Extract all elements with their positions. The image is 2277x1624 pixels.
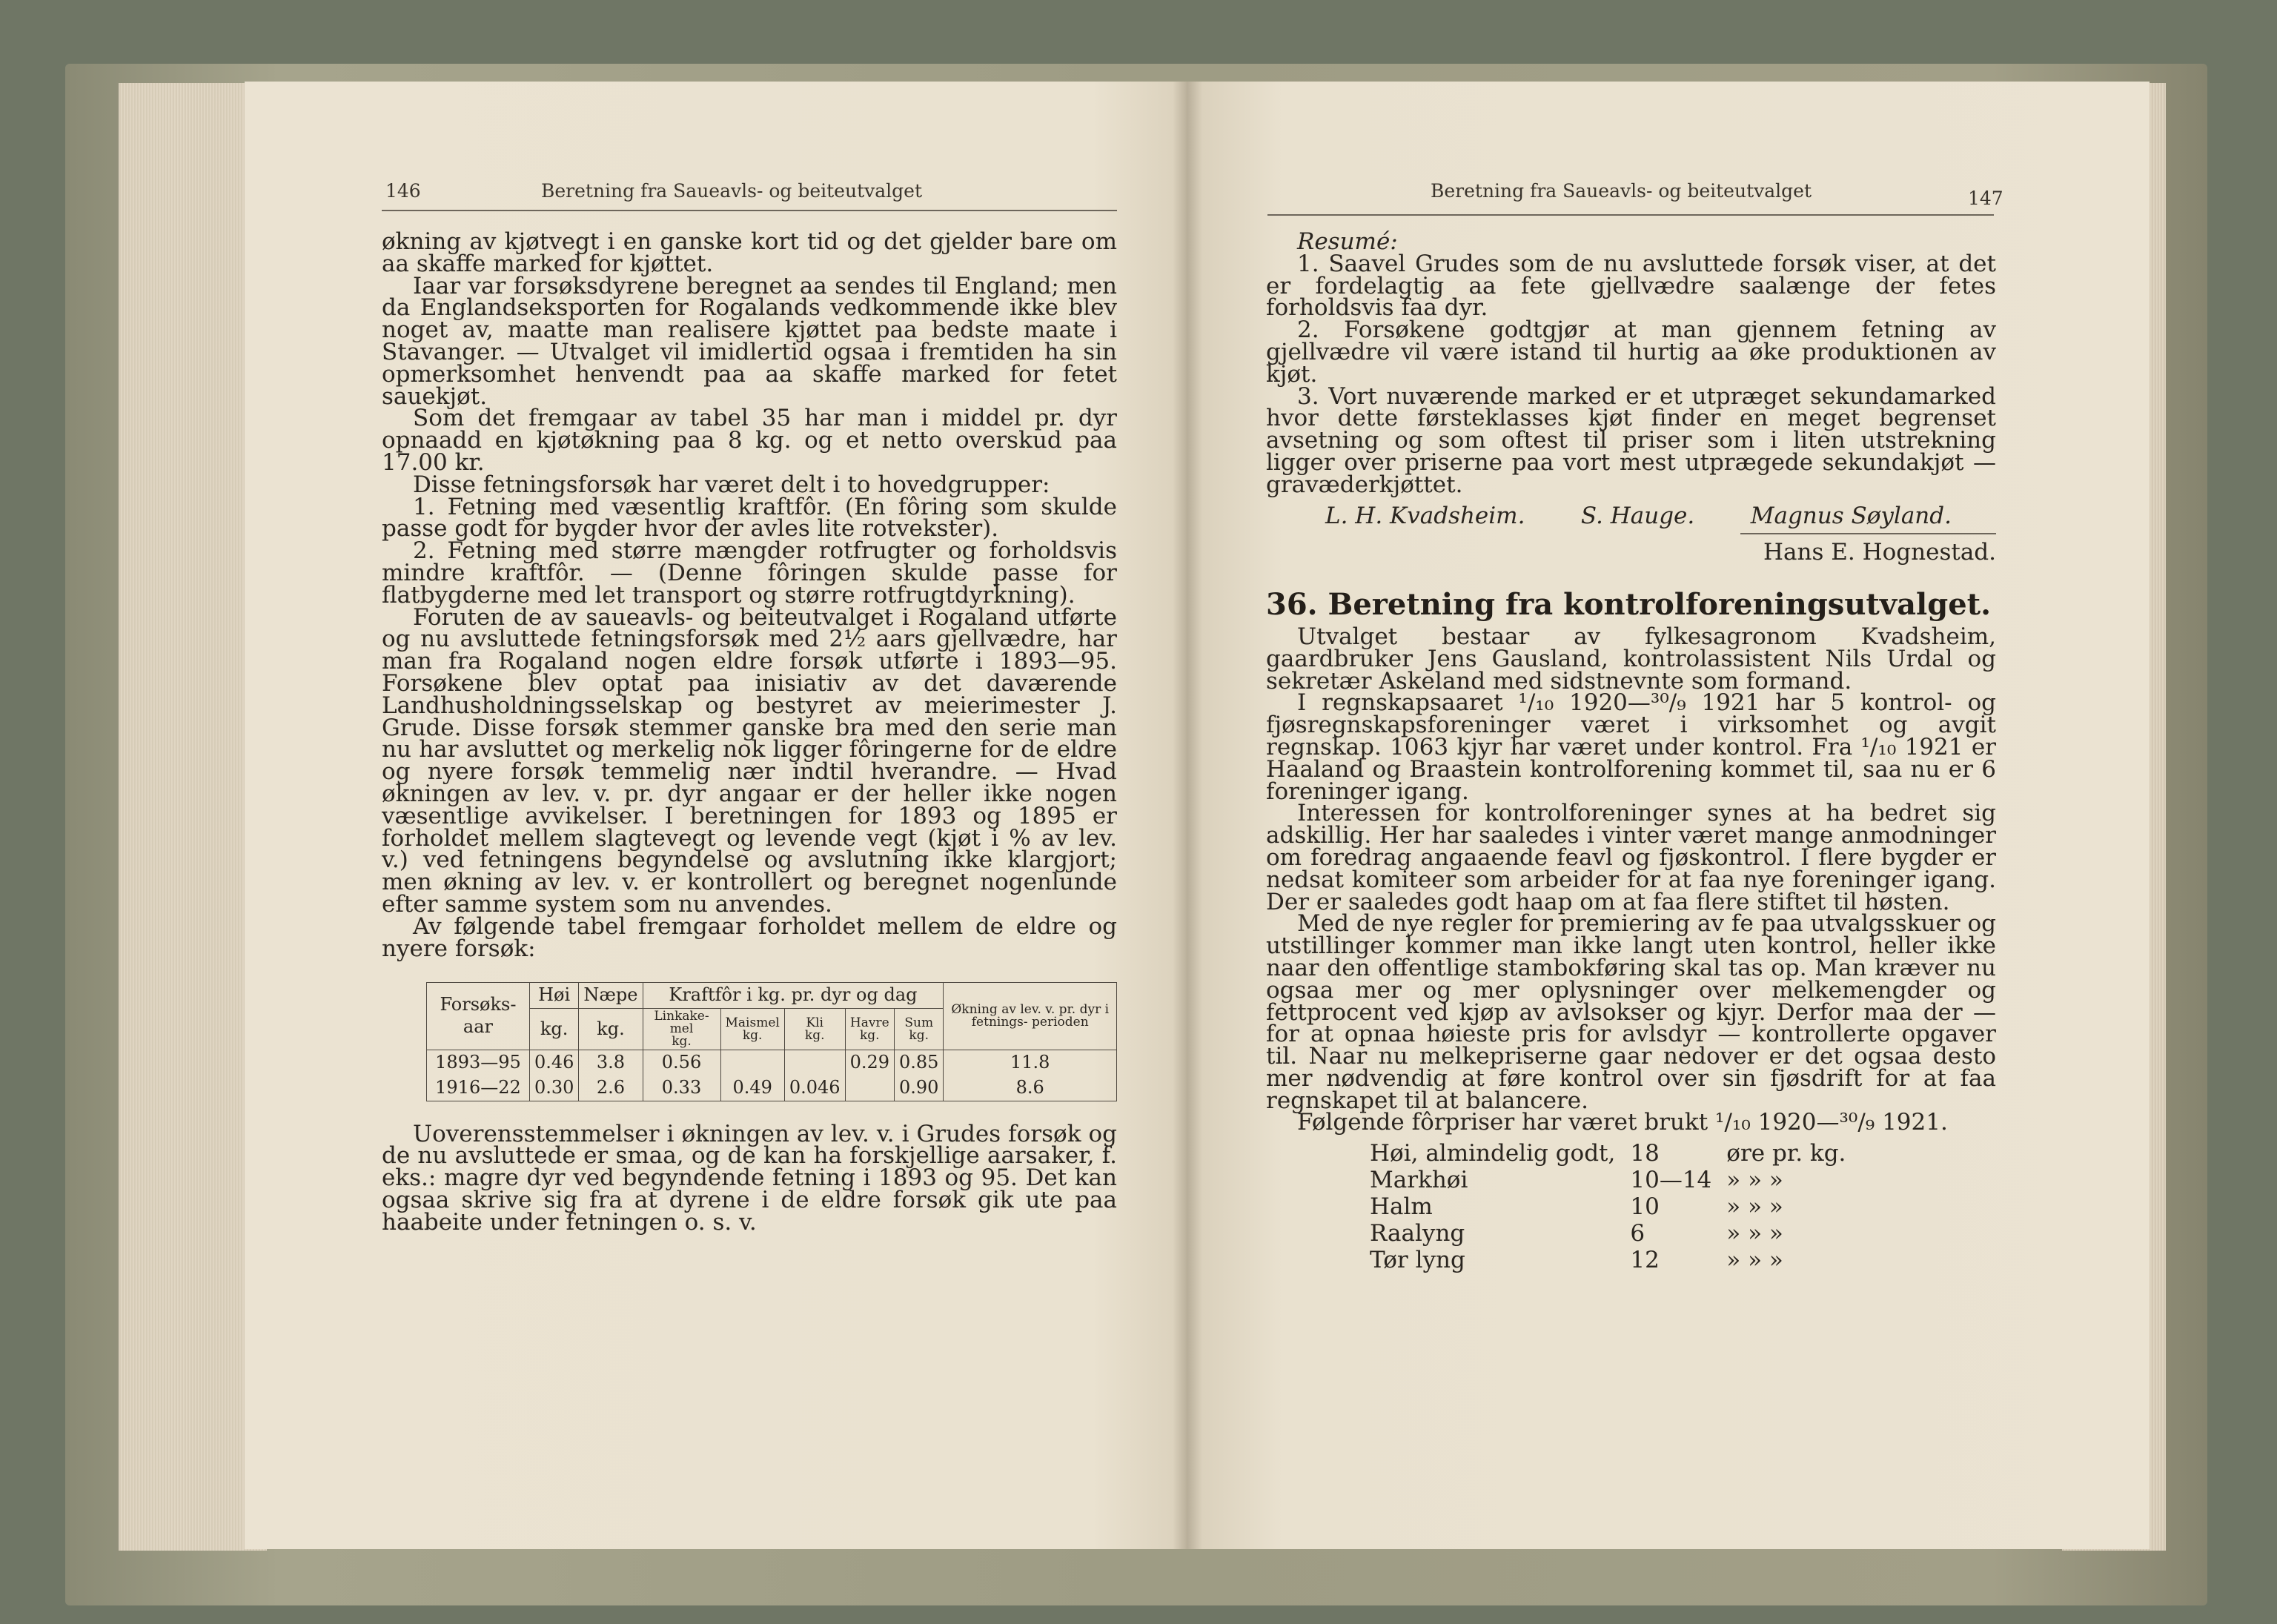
resume-label: Resumé:	[1297, 228, 1398, 255]
cell: 12	[1630, 1247, 1660, 1274]
signature: Magnus Søyland.	[1750, 502, 1952, 529]
cell: 0.46	[529, 1050, 578, 1076]
right-head-rule	[1267, 214, 1994, 216]
cell: 18	[1630, 1140, 1660, 1167]
col-header-kli: Kli kg.	[784, 1009, 845, 1050]
col-header-year: Forsøks- aar	[427, 983, 530, 1050]
cell: 0.85	[895, 1050, 944, 1076]
feed-price-table	[1370, 1140, 1860, 1273]
col-header-okning: Økning av lev. v. pr. dyr i fetnings- perioden	[944, 983, 1117, 1050]
cell: øre pr. kg.	[1726, 1140, 1846, 1167]
cell: Tør lyng	[1370, 1247, 1465, 1274]
paragraph: økning av kjøtvegt i en ganske kort tid og det gjelder bare om aa skaffe marked for kjøttet.	[382, 228, 1117, 277]
cell: 10	[1630, 1193, 1660, 1221]
table-row	[1370, 1247, 1860, 1273]
signatures	[1266, 497, 1996, 534]
cell: 1916—22	[427, 1076, 530, 1101]
cell: 3.8	[579, 1050, 643, 1076]
paragraph: 1. Saavel Grudes som de nu avsluttede forsøk viser, at det er fordelagtig aa fete gjellvædre saalænge der fetes forholdsvis faa dyr.	[1266, 250, 1996, 322]
unit-cell: kg.	[529, 1009, 578, 1050]
left-text-column	[382, 228, 1117, 1236]
left-head-rule	[382, 210, 1117, 211]
col-header-havre: Havre kg.	[845, 1009, 894, 1050]
cell: 6	[1630, 1220, 1645, 1247]
right-running-head: Beretning fra Saueavls- og beiteutvalget	[1431, 180, 1812, 202]
paragraph: Som det fremgaar av tabel 35 har man i middel pr. dyr opnaadd en kjøtøkning paa 8 kg. og et netto overskud paa 17.00 kr.	[382, 405, 1117, 476]
paragraph: 3. Vort nuværende marked er et utpræget sekundamarked hvor dette førsteklasses kjøt finder en meget begrenset avsetning og som oftest til priser som i liten utstrekning ligger over priserne paa vort mest utprægede sekundakjøt — gravæderkjøttet.	[1266, 382, 1996, 498]
col-header-sum: Sum kg.	[895, 1009, 944, 1050]
col-header-naepe: Næpe	[579, 983, 643, 1009]
paragraph: Følgende fôrpriser har været brukt ¹/₁₀ 1920—³⁰/₉ 1921.	[1297, 1109, 1948, 1136]
signature-second: Hans E. Hognestad.	[1740, 533, 1996, 570]
cell: 2.6	[579, 1076, 643, 1101]
cell: » » »	[1726, 1220, 1783, 1247]
paragraph: Uoverensstemmelser i økningen av lev. v. i Grudes forsøk og de nu avsluttede er smaa, og de kan ha forskjellige aarsaker, f. eks.: magre dyr ved begyndende fetning i 1893 og 95. Det kan ogsaa skrive sig fra at dyrene i de eldre forsøk gik ute paa haabeite under fetningen o. s. v.	[382, 1120, 1117, 1236]
col-header-kraftfor: Kraftfôr i kg. pr. dyr og dag	[643, 983, 944, 1009]
left-page-number: 146	[385, 180, 421, 202]
cell: Raalyng	[1370, 1220, 1465, 1247]
paragraph: I regnskapsaaret ¹/₁₀ 1920—³⁰/₉ 1921 har 5 kontrol- og fjøsregnskapsforeninger været i virksomhet og avgit regnskap. 1063 kjyr har været under kontrol. Fra ¹/₁₀ 1921 er Haaland og Braastein kontrolforening kommet til, saa nu er 6 foreninger igang.	[1266, 689, 1996, 805]
signature: S. Hauge.	[1580, 502, 1695, 529]
cell: 1893—95	[427, 1050, 530, 1076]
table-row	[1370, 1140, 1860, 1167]
cell: » » »	[1726, 1193, 1783, 1221]
paragraph: Disse fetningsforsøk har været delt i to hovedgrupper:	[413, 471, 1050, 498]
cell: 0.30	[529, 1076, 578, 1101]
cell: Markhøi	[1370, 1167, 1468, 1194]
left-running-head: Beretning fra Saueavls- og beiteutvalget	[541, 180, 922, 202]
cell	[720, 1050, 784, 1076]
cell: » » »	[1726, 1247, 1783, 1274]
right-page-number: 147	[1968, 188, 2003, 209]
table-row	[1370, 1220, 1860, 1247]
col-header-maismel: Maismel kg.	[720, 1009, 784, 1050]
section-heading: 36. Beretning fra kontrolforeningsutvalget.	[1266, 587, 1992, 623]
cell: 0.49	[720, 1076, 784, 1101]
cell: » » »	[1726, 1167, 1783, 1194]
signature: L. H. Kvadsheim.	[1325, 502, 1525, 529]
cell: 0.33	[643, 1076, 720, 1101]
paragraph: Utvalget bestaar av fylkesagronom Kvadsheim, gaardbruker Jens Gausland, kontrolassistent Nils Urdal og sekretær Askeland med sidstnevnte som formand.	[1266, 623, 1996, 695]
paragraph: Interessen for kontrolforeninger synes at ha bedret sig adskillig. Her har saaledes i vinter været mange anmodninger om foredrag angaaende feavl og fjøskontrol. I flere bygder er nedsat komiteer som arbeider for at faa nye foreninger igang. Der er saaledes godt haap om at faa flere stiftet til høsten.	[1266, 800, 1996, 915]
paragraph: Av følgende tabel fremgaar forholdet mellem de eldre og nyere forsøk:	[382, 912, 1117, 962]
table-row	[1370, 1167, 1860, 1193]
paragraph: 2. Fetning med større mængder rotfrugter og forholdsvis mindre kraftfôr. — (Denne fôringen skulde passe for flatbygderne med let transport og større rotfrugtdyrkning).	[382, 537, 1117, 609]
cell: Høi, almindelig godt,	[1370, 1140, 1616, 1167]
table-row	[427, 1076, 1117, 1101]
paragraph: 2. Forsøkene godtgjør at man gjennem fetning av gjellvædre vil være istand til hurtig aa øke produktionen av kjøt.	[1266, 316, 1996, 388]
right-text-column	[1266, 228, 1996, 1274]
book-gutter	[1173, 82, 1202, 1549]
unit-cell: kg.	[579, 1009, 643, 1050]
cell: 0.56	[643, 1050, 720, 1076]
col-header-linkake: Linkake- mel kg.	[643, 1009, 720, 1050]
cell: 10—14	[1630, 1167, 1712, 1194]
cell: 8.6	[944, 1076, 1117, 1101]
paragraph: Iaar var forsøksdyrene beregnet aa sendes til England; men da Englandseksporten for Rogalands vedkommende ikke blev noget av, maatte man realisere kjøttet paa bedste maate i Stavanger. — Utvalget vil imidlertid ogsaa i fremtiden ha sin opmerksomhet henvendt paa aa skaffe marked for fetet sauekjøt.	[382, 272, 1117, 410]
paragraph: Med de nye regler for premiering av fe paa utvalgsskuer og utstillinger kommer man ikke langt uten kontrol, heller ikke naar den offentlige stambokføring skal tas op. Man kræver nu ogsaa mer og mer oplysninger over melkemengder og fettprocent ved kjøp av avlsokser og kjyr. Derfor maa der — for at opnaa høieste pris for avlsdyr — kontrollerte opgaver til. Naar nu melkepriserne gaar nedover er det ogsaa desto mer nødvendig at føre kontrol over sin fjøsdrift for at faa regnskapet til at balancere.	[1266, 910, 1996, 1114]
cell: 0.29	[845, 1050, 894, 1076]
comparison-table	[426, 982, 1117, 1101]
cell: 11.8	[944, 1050, 1117, 1076]
table-row	[427, 1050, 1117, 1076]
cell: Halm	[1370, 1193, 1433, 1221]
cell	[845, 1076, 894, 1101]
paragraph: Foruten de av saueavls- og beiteutvalget i Rogaland utførte og nu avsluttede fetningsforsøk med 2½ aars gjellvædre, har man fra Rogaland nogen eldre forsøk utførte i 1893—95. Forsøkene blev optat paa inisiativ av det daværende Landhusholdningsselskap og bestyret av meierimester J. Grude. Disse forsøk stemmer ganske bra med den serie man nu har avsluttet og merkelig nok ligger fôringerne for de eldre og nyere forsøk temmelig nær indtil hverandre. — Hvad økningen av lev. v. pr. dyr angaar er der heller ikke nogen væsentlige avvikelser. I beretningen for 1893 og 1895 er forholdet mellem slagtevegt og levende vegt (kjøt i % av lev. v.) ved fetningens begyndelse og avslutning ikke klargjort; men økning av lev. v. er kontrollert og beregnet nogenlunde efter samme system som nu anvendes.	[382, 603, 1117, 918]
table-row	[1370, 1193, 1860, 1220]
cell	[784, 1050, 845, 1076]
col-header-hoi: Høi	[529, 983, 578, 1009]
cell: 0.90	[895, 1076, 944, 1101]
paragraph: 1. Fetning med væsentlig kraftfôr. (En fôring som skulde passe godt for bygder hvor der avles lite rotvekster).	[382, 493, 1117, 543]
cell: 0.046	[784, 1076, 845, 1101]
